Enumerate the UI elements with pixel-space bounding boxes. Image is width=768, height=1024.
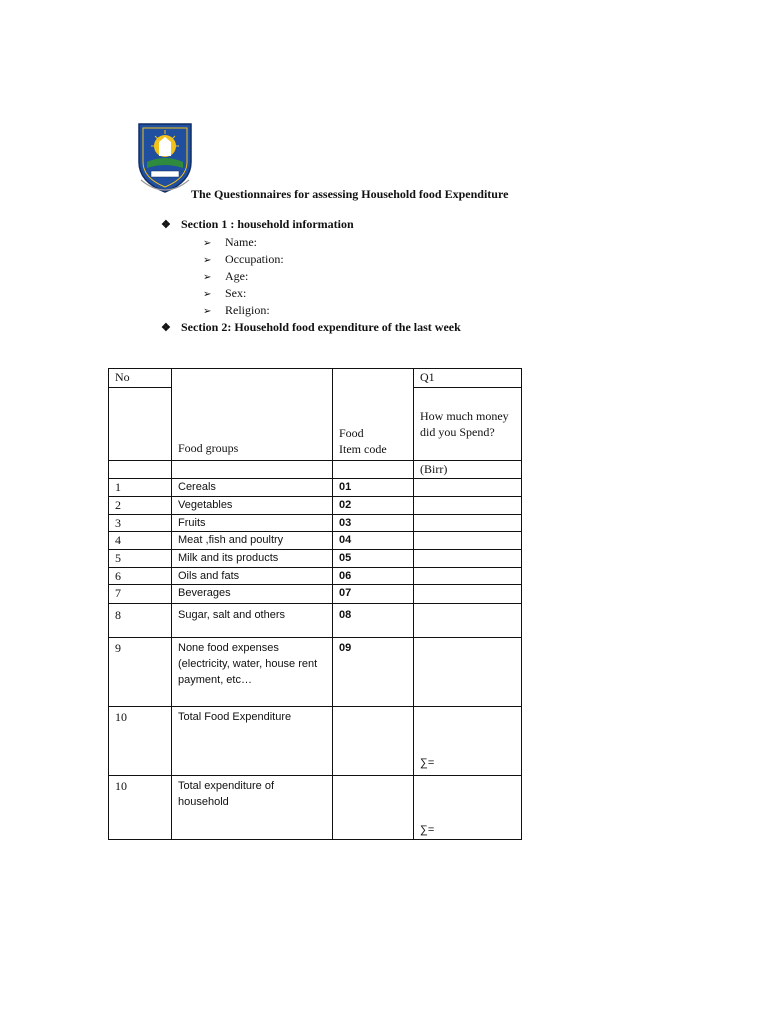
arrow-bullet-icon: ➢ <box>203 289 212 300</box>
section-1-heading <box>161 217 354 232</box>
arrow-bullet-icon: ➢ <box>203 255 212 266</box>
empty-cell <box>333 707 414 776</box>
row-no: 3 <box>109 515 172 532</box>
diamond-bullet-icon: ❖ <box>161 322 171 334</box>
row-food-group: Sugar, salt and others <box>172 604 333 638</box>
table-row <box>109 638 522 707</box>
table-row <box>109 585 522 604</box>
field-age: Age: <box>225 269 249 283</box>
row-food-group: Meat ,fish and poultry <box>172 532 333 550</box>
table-row <box>109 532 522 550</box>
list-item <box>203 285 284 302</box>
row-item-code: 02 <box>333 497 414 515</box>
row-item-code: 09 <box>333 638 414 707</box>
arrow-bullet-icon: ➢ <box>203 238 212 249</box>
row-no: 8 <box>109 604 172 638</box>
row-food-group: Vegetables <box>172 497 333 515</box>
row-amount-input[interactable] <box>414 568 522 585</box>
row-amount-input[interactable] <box>414 604 522 638</box>
section-2-heading <box>161 320 461 335</box>
table-row <box>109 515 522 532</box>
row-item-code: 01 <box>333 479 414 497</box>
row-no: 4 <box>109 532 172 550</box>
row-item-code: 06 <box>333 568 414 585</box>
row-item-code: 07 <box>333 585 414 604</box>
total-row <box>109 776 522 840</box>
row-amount-input[interactable] <box>414 638 522 707</box>
row-food-group: Oils and fats <box>172 568 333 585</box>
total-row <box>109 707 522 776</box>
table-row <box>109 550 522 568</box>
section-2-label: Section 2: Household food expenditure of the last week <box>181 320 461 334</box>
university-crest-icon <box>137 122 193 196</box>
document-title: The Questionnaires for assessing Household food Expenditure <box>191 187 509 201</box>
row-food-group: Milk and its products <box>172 550 333 568</box>
field-religion: Religion: <box>225 303 270 317</box>
row-food-group: Fruits <box>172 515 333 532</box>
row-no: 10 <box>109 776 172 840</box>
field-name: Name: <box>225 235 257 249</box>
row-food-group: Beverages <box>172 585 333 604</box>
row-item-code: 04 <box>333 532 414 550</box>
row-no: 6 <box>109 568 172 585</box>
row-amount-input[interactable] <box>414 515 522 532</box>
household-info-list <box>203 234 284 319</box>
table-header-row <box>109 369 522 388</box>
empty-cell <box>109 461 172 479</box>
table-row <box>109 479 522 497</box>
row-item-code: 03 <box>333 515 414 532</box>
section-1-label: Section 1 : household information <box>181 217 354 231</box>
expenditure-table <box>108 368 522 840</box>
empty-cell <box>109 388 172 461</box>
row-amount-input[interactable] <box>414 532 522 550</box>
row-no: 1 <box>109 479 172 497</box>
q1-question: How much money did you Spend? <box>414 388 522 461</box>
total-label: Total Food Expenditure <box>172 707 333 776</box>
table-row <box>109 568 522 585</box>
list-item <box>203 302 284 319</box>
empty-cell <box>172 461 333 479</box>
table-unit-row <box>109 461 522 479</box>
col-food-groups-header: Food groups <box>172 369 333 461</box>
unit-label: (Birr) <box>414 461 522 479</box>
arrow-bullet-icon: ➢ <box>203 306 212 317</box>
row-no: 2 <box>109 497 172 515</box>
table-row <box>109 497 522 515</box>
row-item-code: 05 <box>333 550 414 568</box>
row-food-group: None food expenses (electricity, water, house rent payment, etc… <box>172 638 333 707</box>
list-item <box>203 234 284 251</box>
row-amount-input[interactable] <box>414 550 522 568</box>
row-no: 9 <box>109 638 172 707</box>
row-amount-input[interactable] <box>414 585 522 604</box>
total-sum[interactable]: ∑= <box>414 707 522 776</box>
row-no: 5 <box>109 550 172 568</box>
col-q1-header: Q1 <box>414 369 522 388</box>
row-item-code: 08 <box>333 604 414 638</box>
empty-cell <box>333 461 414 479</box>
field-sex: Sex: <box>225 286 247 300</box>
row-food-group: Cereals <box>172 479 333 497</box>
list-item <box>203 251 284 268</box>
row-amount-input[interactable] <box>414 479 522 497</box>
table-row <box>109 604 522 638</box>
empty-cell <box>333 776 414 840</box>
row-no: 10 <box>109 707 172 776</box>
university-logo <box>137 122 193 196</box>
row-no: 7 <box>109 585 172 604</box>
arrow-bullet-icon: ➢ <box>203 272 212 283</box>
diamond-bullet-icon: ❖ <box>161 219 171 231</box>
list-item <box>203 268 284 285</box>
field-occupation: Occupation: <box>225 252 284 266</box>
total-sum[interactable]: ∑= <box>414 776 522 840</box>
total-label: Total expenditure of household <box>172 776 333 840</box>
col-no-header: No <box>109 369 172 388</box>
row-amount-input[interactable] <box>414 497 522 515</box>
col-item-code-header: Food Item code <box>333 369 414 461</box>
